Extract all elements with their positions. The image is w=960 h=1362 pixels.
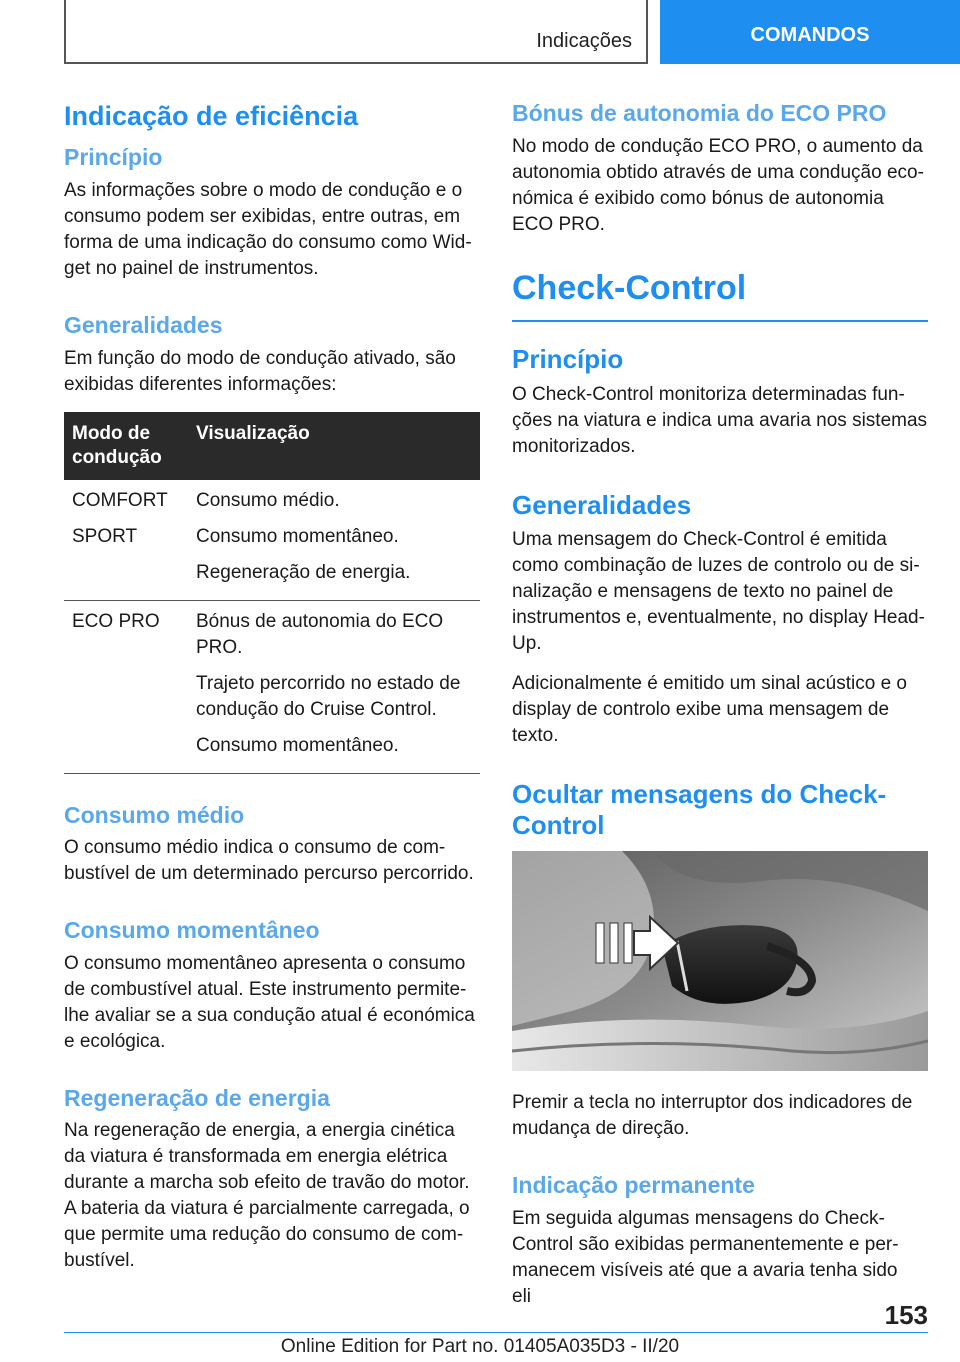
display-item: Consumo momentâneo. xyxy=(196,734,399,756)
left-column xyxy=(64,100,480,1288)
table-cell-modes xyxy=(64,600,188,773)
display-item: Consumo médio. xyxy=(196,489,340,511)
mode-label: SPORT xyxy=(72,525,138,547)
cc-general-paragraph-2: Adicionalmente é emitido um sinal acústico e o display de controlo exibe uma mensagem de texto. xyxy=(512,672,907,746)
table-row xyxy=(64,600,480,773)
display-item: Consumo momentâneo. xyxy=(196,525,399,547)
general-paragraph: Em função do modo de condução ativado, são exibidas diferentes informações: xyxy=(64,347,456,395)
mode-label: COMFORT xyxy=(72,489,168,511)
display-item: Regeneração de energia. xyxy=(196,561,411,583)
display-item: Bónus de autonomia do ECO PRO. xyxy=(196,610,444,658)
header-section-box xyxy=(64,0,648,64)
heading-average-consumption: Consumo médio xyxy=(64,801,245,828)
table-cell-modes xyxy=(64,480,188,601)
right-column xyxy=(512,100,928,1324)
eco-pro-paragraph: No modo de condução ECO PRO, o aumento da autonomia obtido através de uma condução económica é exibido como bónus de autonomia ECO PRO. xyxy=(512,135,924,235)
heading-instant-consumption: Consumo momentâneo xyxy=(64,917,320,944)
average-consumption-paragraph: O consumo médio indica o consumo de combustível de um determinado percurso percorrido. xyxy=(64,837,474,885)
figure-caption: Premir a tecla no interruptor dos indicadores de mudança de direção. xyxy=(512,1092,913,1140)
header-chapter-tab: COMANDOS xyxy=(660,0,960,64)
table-cell-items xyxy=(188,480,480,601)
heading-principle: Princípio xyxy=(64,144,163,171)
footer-divider xyxy=(64,1332,928,1333)
mode-label: ECO PRO xyxy=(72,610,160,632)
heading-energy-regeneration: Regeneração de energia xyxy=(64,1084,330,1111)
table-header-mode: Modo de condução xyxy=(64,412,188,480)
table-header-display: Visualização xyxy=(188,412,480,480)
driving-mode-table xyxy=(64,412,480,774)
header-section-title: Indicações xyxy=(536,30,632,52)
permanent-indication-paragraph: Em seguida algumas mensagens do Check-Control são exibidas permanentemente e permanecem visíveis até que a avaria tenha sido eli xyxy=(512,1207,899,1307)
page-number: 153 xyxy=(884,1300,928,1330)
display-item: Trajeto percorrido no estado de condução do Cruise Control. xyxy=(196,672,461,720)
cc-general-paragraph-1: Uma mensagem do Check-Control é emitida como combinação de luzes de controlo ou de sinalização e mensagens de texto no painel de instrumentos e, eventualmente, no display Head-Up. xyxy=(512,528,925,654)
title-divider xyxy=(512,320,928,322)
instant-consumption-paragraph: O consumo momentâneo apresenta o consumo de combustível atual. Este instrumento permite-lhe avaliar se a sua condução atual é económica e ecológica. xyxy=(64,952,475,1052)
table-header-row xyxy=(64,412,480,480)
section-title-efficiency: Indicação de eficiência xyxy=(64,101,359,131)
table-cell-items xyxy=(188,600,480,773)
heading-cc-general: Generalidades xyxy=(512,489,692,520)
principle-paragraph: As informações sobre o modo de condução e o consumo podem ser exibidas, entre outras, em forma de uma indicação do consumo como Widget no painel de instrumentos. xyxy=(64,179,472,279)
table-row xyxy=(64,480,480,601)
heading-eco-pro-bonus: Bónus de autonomia do ECO PRO xyxy=(512,100,887,126)
turn-signal-stalk-illustration xyxy=(512,851,928,1071)
heading-general: Generalidades xyxy=(64,311,223,338)
heading-permanent-indication: Indicação permanente xyxy=(512,1172,755,1199)
footer-edition-text: Online Edition for Part no. 01405A035D3 - II/20 xyxy=(280,1336,680,1357)
heading-cc-principle: Princípio xyxy=(512,344,624,375)
energy-regeneration-paragraph: Na regeneração de energia, a energia cinética da viatura é transformada em energia elétrica durante a marcha sob efeito de travão do motor. A bateria da viatura é parcialmente carregada, o que permite uma redução do consumo de combustível. xyxy=(64,1120,470,1272)
section-title-check-control: Check-Control xyxy=(512,268,747,307)
cc-principle-paragraph: O Check-Control monitoriza determinadas funções na viatura e indica uma avaria nos sistemas monitorizados. xyxy=(512,383,928,457)
heading-hide-messages: Ocultar mensagens do Check-Control xyxy=(512,778,887,840)
